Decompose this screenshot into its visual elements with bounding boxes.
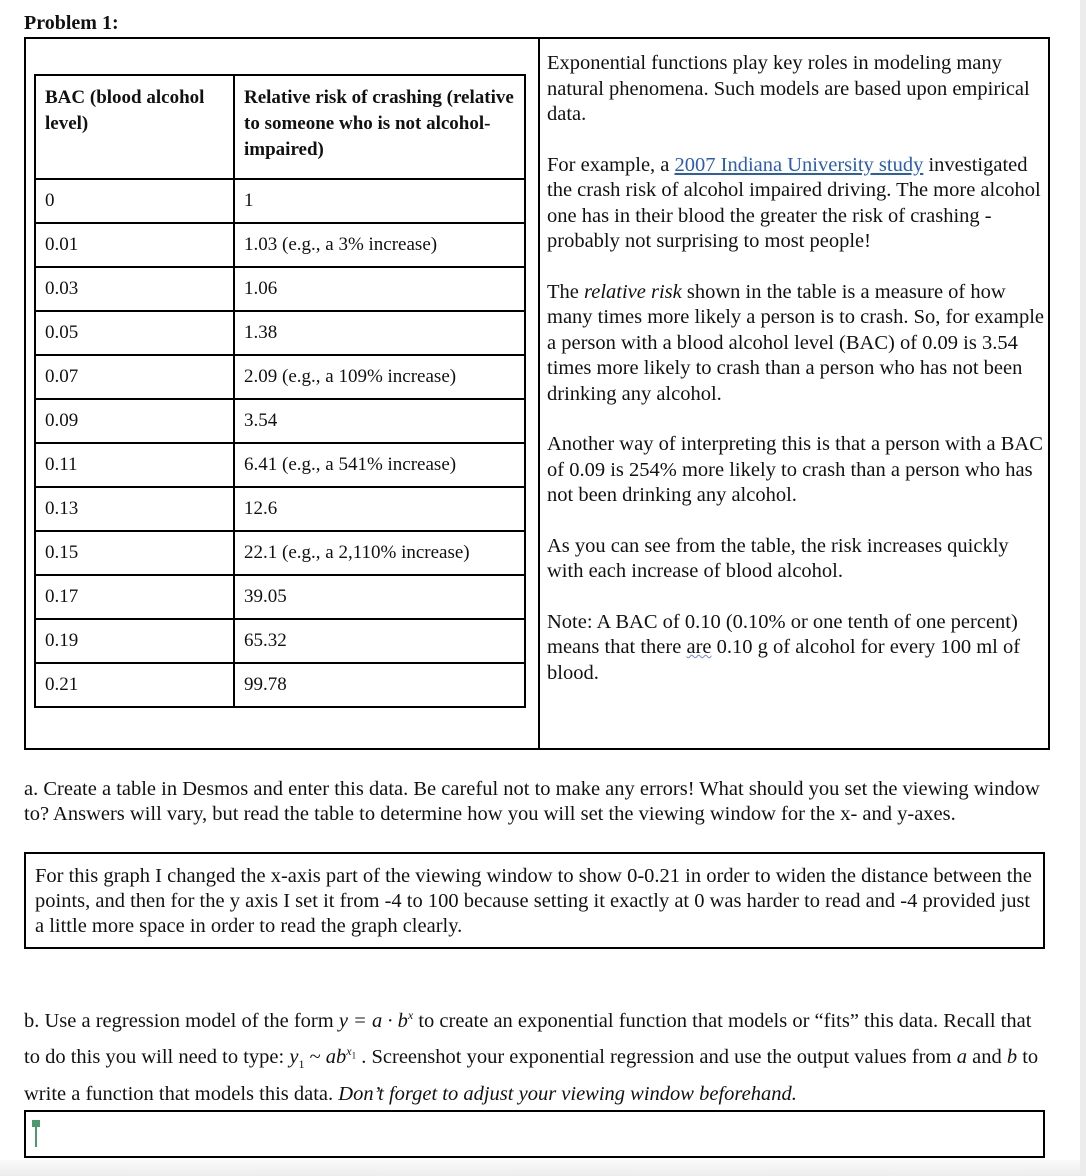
text-span: to write a function that models this data. <box>24 1045 1039 1105</box>
risk-cell[interactable]: 6.41 (e.g., a 541% increase) <box>234 443 525 487</box>
table-row <box>35 619 525 663</box>
text-span: For example, a <box>547 153 675 176</box>
risk-cell[interactable]: 99.78 <box>234 663 525 707</box>
indiana-study-link[interactable]: 2007 Indiana University study <box>674 153 924 176</box>
grammar-flag-word[interactable]: are <box>686 636 712 658</box>
formula-exponent: x <box>407 1008 414 1022</box>
table-row <box>35 531 525 575</box>
reminder-italic: Don’t forget to adjust your viewing window beforehand. <box>338 1082 797 1105</box>
intro-text-column <box>547 51 1047 711</box>
reg-y: y <box>289 1045 299 1068</box>
risk-cell[interactable]: 22.1 (e.g., a 2,110% increase) <box>234 531 525 575</box>
text-span: . Screenshot your exponential regression and use the output values from <box>356 1045 957 1068</box>
text-span: to create an exponential function that models or “fits” this data. Recall that to do this you will need to type: <box>24 1009 1032 1068</box>
reg-x-sub: 1 <box>351 1050 357 1061</box>
var-b: b <box>1006 1045 1018 1068</box>
header-bac: BAC (blood alcohol level) <box>35 75 234 179</box>
part-b-answer-box[interactable] <box>24 1110 1045 1158</box>
text-span: 0.10 g of alcohol for every 100 ml of blood. <box>547 636 1021 684</box>
text-span: b. Use a regression model of the form <box>24 1009 339 1032</box>
column-divider <box>538 39 540 748</box>
header-relative-risk: Relative risk of crashing (relative to someone who is not alcohol-impaired) <box>234 75 525 179</box>
page-bottom-shadow <box>0 1160 1080 1176</box>
bac-cell[interactable]: 0.11 <box>35 443 234 487</box>
intro-paragraph-5: As you can see from the table, the risk increases quickly with each increase of blood alcohol. <box>547 534 1009 582</box>
part-a-answer-box[interactable] <box>24 852 1045 949</box>
problem-title: Problem 1: <box>24 12 119 34</box>
table-row <box>35 355 525 399</box>
text-span: The <box>547 280 584 303</box>
risk-cell[interactable]: 39.05 <box>234 575 525 619</box>
intro-paragraph-6 <box>547 610 1047 687</box>
reg-y-sub: 1 <box>298 1056 305 1071</box>
table-row <box>35 663 525 707</box>
regression-syntax <box>289 1043 357 1071</box>
table-row <box>35 443 525 487</box>
intro-paragraph-4: Another way of interpreting this is that a person with a BAC of 0.09 is 254% more likely to crash than a person who has not been drinking any alcohol. <box>547 433 1043 506</box>
bac-cell[interactable]: 0.01 <box>35 223 234 267</box>
bac-cell[interactable]: 0.15 <box>35 531 234 575</box>
text-span: investigated the crash risk of alcohol impaired driving. The more alcohol one has in their blood the greater the risk of crashing - probably not surprising to most people! <box>547 153 1041 252</box>
table-row <box>35 575 525 619</box>
formula-base: y = a · b <box>338 1009 408 1032</box>
table-row <box>35 311 525 355</box>
problem-info-box <box>24 37 1050 750</box>
risk-cell[interactable]: 12.6 <box>234 487 525 531</box>
risk-cell[interactable]: 2.09 (e.g., a 109% increase) <box>234 355 525 399</box>
var-a: a <box>956 1045 967 1068</box>
bac-risk-table <box>34 74 526 708</box>
emphasis-relative-risk: relative risk <box>584 280 682 303</box>
text-cursor-marker-icon <box>32 1120 40 1146</box>
reg-x: x <box>346 1043 352 1058</box>
intro-paragraph-2 <box>547 153 1047 255</box>
intro-paragraph-3 <box>547 280 1047 408</box>
bac-cell[interactable]: 0.13 <box>35 487 234 531</box>
table-row <box>35 223 525 267</box>
bac-cell[interactable]: 0.07 <box>35 355 234 399</box>
table-row <box>35 399 525 443</box>
risk-cell[interactable]: 3.54 <box>234 399 525 443</box>
bac-cell[interactable]: 0.09 <box>35 399 234 443</box>
bac-cell[interactable]: 0.05 <box>35 311 234 355</box>
bac-cell[interactable]: 0 <box>35 179 234 223</box>
bac-cell[interactable]: 0.03 <box>35 267 234 311</box>
table-header-row <box>35 75 525 179</box>
risk-cell[interactable]: 1.03 (e.g., a 3% increase) <box>234 223 525 267</box>
text-span: shown in the table is a measure of how many times more likely a person is to crash. So, for example a person with a blood alcohol level (BAC) of 0.09 is 3.54 times more likely to crash than a person who has not been drinking any alcohol. <box>547 280 1045 405</box>
bac-cell[interactable]: 0.21 <box>35 663 234 707</box>
table-row <box>35 487 525 531</box>
part-b-question <box>24 1000 1044 1109</box>
formula-expression <box>339 1010 413 1032</box>
risk-cell[interactable]: 1 <box>234 179 525 223</box>
risk-cell[interactable]: 65.32 <box>234 619 525 663</box>
part-a-answer-text: For this graph I changed the x-axis part of the viewing window to show 0-0.21 in order to widen the distance between the points, and then for the y axis I set it from -4 to 100 because setting it exactly at 0 was harder to read and -4 provided just a little more space in order to read the graph clearly. <box>35 865 1032 937</box>
reg-tilde: ~ <box>304 1045 326 1068</box>
reg-ab: ab <box>325 1045 347 1068</box>
risk-cell[interactable]: 1.06 <box>234 267 525 311</box>
part-a-question: a. Create a table in Desmos and enter this data. Be careful not to make any errors! What should you set the viewing window to? Answers will vary, but read the table to determine how you will set the viewing window for the x- and y-axes. <box>24 778 1040 825</box>
risk-cell[interactable]: 1.38 <box>234 311 525 355</box>
text-span: Note: A BAC of 0.10 (0.10% or one tenth of one percent) means that there <box>547 610 1018 658</box>
bac-cell[interactable]: 0.19 <box>35 619 234 663</box>
scrollbar-track[interactable] <box>1080 0 1086 1176</box>
intro-paragraph-1: Exponential functions play key roles in modeling many natural phenomena. Such models are based upon empirical data. <box>547 52 1030 125</box>
table-row <box>35 267 525 311</box>
table-row <box>35 179 525 223</box>
bac-cell[interactable]: 0.17 <box>35 575 234 619</box>
text-span: and <box>967 1045 1007 1068</box>
